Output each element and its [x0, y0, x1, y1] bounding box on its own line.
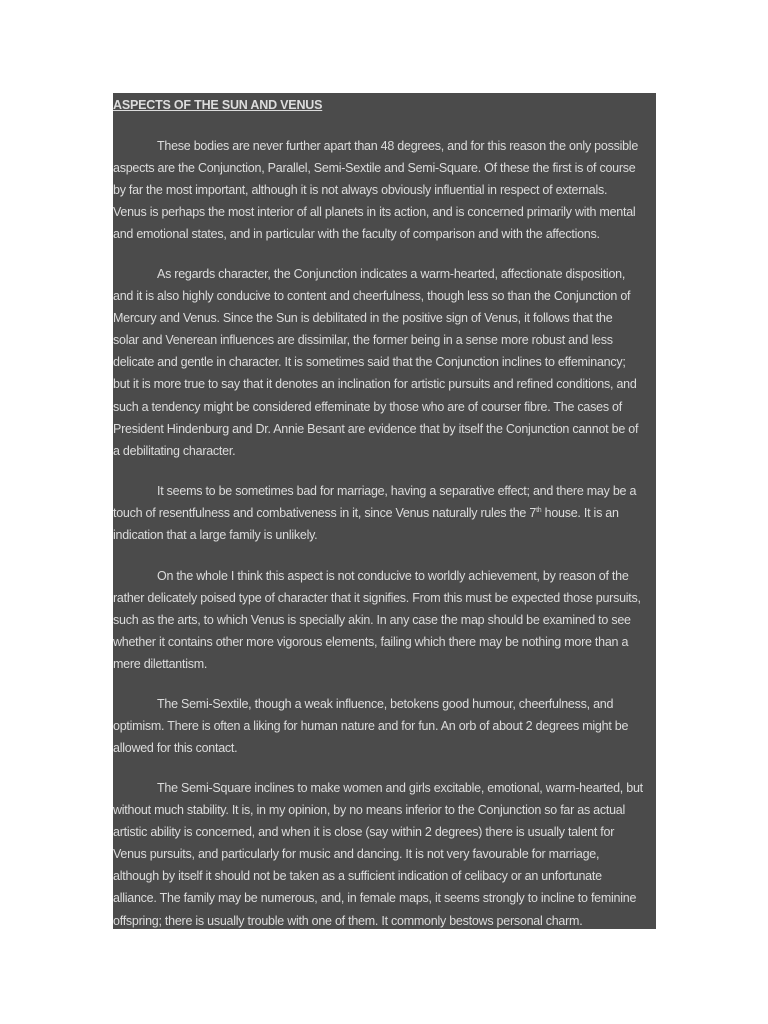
text-line	[113, 502, 636, 524]
text-segment: touch of resentfulness and combativeness in it, since Venus naturally rules the 7	[113, 506, 537, 521]
text-line: and it is also highly conducive to content and cheerfulness, though less so than the Conjunction of	[113, 289, 631, 304]
text-line: President Hindenburg and Dr. Annie Besant are evidence that by itself the Conjunction cannot be of	[113, 421, 639, 436]
text-line: artistic ability is concerned, and when it is close (say within 2 degrees) there is usually talent for	[113, 825, 615, 840]
text-line: although by itself it should not be taken as a sufficient indication of celibacy or an unfortunate	[113, 869, 602, 884]
text-line: aspects are the Conjunction, Parallel, Semi-Sextile and Semi-Square. Of these the first is of course	[113, 161, 636, 176]
text-segment: house. It is an	[541, 506, 619, 521]
ordinal-suffix: th	[536, 507, 542, 515]
text-line: without much stability. It is, in my opinion, by no means inferior to the Conjunction so far as actual	[113, 803, 626, 818]
text-line: On the whole I think this aspect is not conducive to worldly achievement, by reason of the	[157, 569, 629, 583]
text-line: whether it contains other more vigorous elements, failing which there may be nothing more than a	[113, 635, 629, 650]
text-line: delicate and gentle in character. It is sometimes said that the Conjunction inclines to effeminancy;	[113, 355, 626, 370]
text-line: optimism. There is often a liking for human nature and for fun. An orb of about 2 degrees might be	[113, 719, 629, 734]
paragraph	[113, 480, 636, 546]
text-line: mere dilettantism.	[113, 657, 208, 672]
text-line: It seems to be sometimes bad for marriage, having a separative effect; and there may be a	[157, 484, 637, 498]
paragraph	[113, 777, 643, 932]
text-line: and emotional states, and in particular with the faculty of comparison and with the affections.	[113, 227, 600, 242]
text-line: The Semi-Square inclines to make women and girls excitable, emotional, warm-hearted, but	[157, 781, 643, 795]
paragraph	[113, 135, 638, 245]
text-line: rather delicately poised type of character that it signifies. From this must be expected those pursuits,	[113, 591, 641, 606]
paragraph	[113, 565, 641, 675]
text-line: a debilitating character.	[113, 443, 236, 458]
text-line: such a tendency might be considered effeminate by those who are of courser fibre. The cases of	[113, 399, 622, 414]
text-line: but it is more true to say that it denotes an inclination for artistic pursuits and refined conditions, and	[113, 377, 637, 392]
text-line: Mercury and Venus. Since the Sun is debilitated in the positive sign of Venus, it follows that the	[113, 311, 613, 326]
text-line: The Semi-Sextile, though a weak influence, betokens good humour, cheerfulness, and	[157, 697, 614, 711]
text-line: allowed for this contact.	[113, 741, 238, 756]
text-line: by far the most important, although it is not always obviously influential in respect of externals.	[113, 183, 608, 198]
paragraph	[113, 263, 638, 462]
text-line: As regards character, the Conjunction indicates a warm-hearted, affectionate disposition,	[157, 267, 626, 281]
text-line: Venus pursuits, and particularly for music and dancing. It is not very favourable for marriage,	[113, 847, 600, 862]
text-line: solar and Venerean influences are dissimilar, the former being in a sense more robust and less	[113, 333, 613, 348]
text-line: such as the arts, to which Venus is specially akin. In any case the map should be examined to see	[113, 613, 631, 628]
text-line: indication that a large family is unlikely.	[113, 528, 318, 543]
document-heading: ASPECTS OF THE SUN AND VENUS	[113, 98, 323, 112]
text-line: Venus is perhaps the most interior of all planets in its action, and is concerned primarily with mental	[113, 205, 636, 220]
text-line: offspring; there is usually trouble with one of them. It commonly bestows personal charm.	[113, 913, 583, 928]
text-line: These bodies are never further apart than 48 degrees, and for this reason the only possible	[157, 139, 639, 153]
text-line: alliance. The family may be numerous, and, in female maps, it seems strongly to incline to feminine	[113, 891, 637, 906]
paragraph	[113, 693, 628, 759]
